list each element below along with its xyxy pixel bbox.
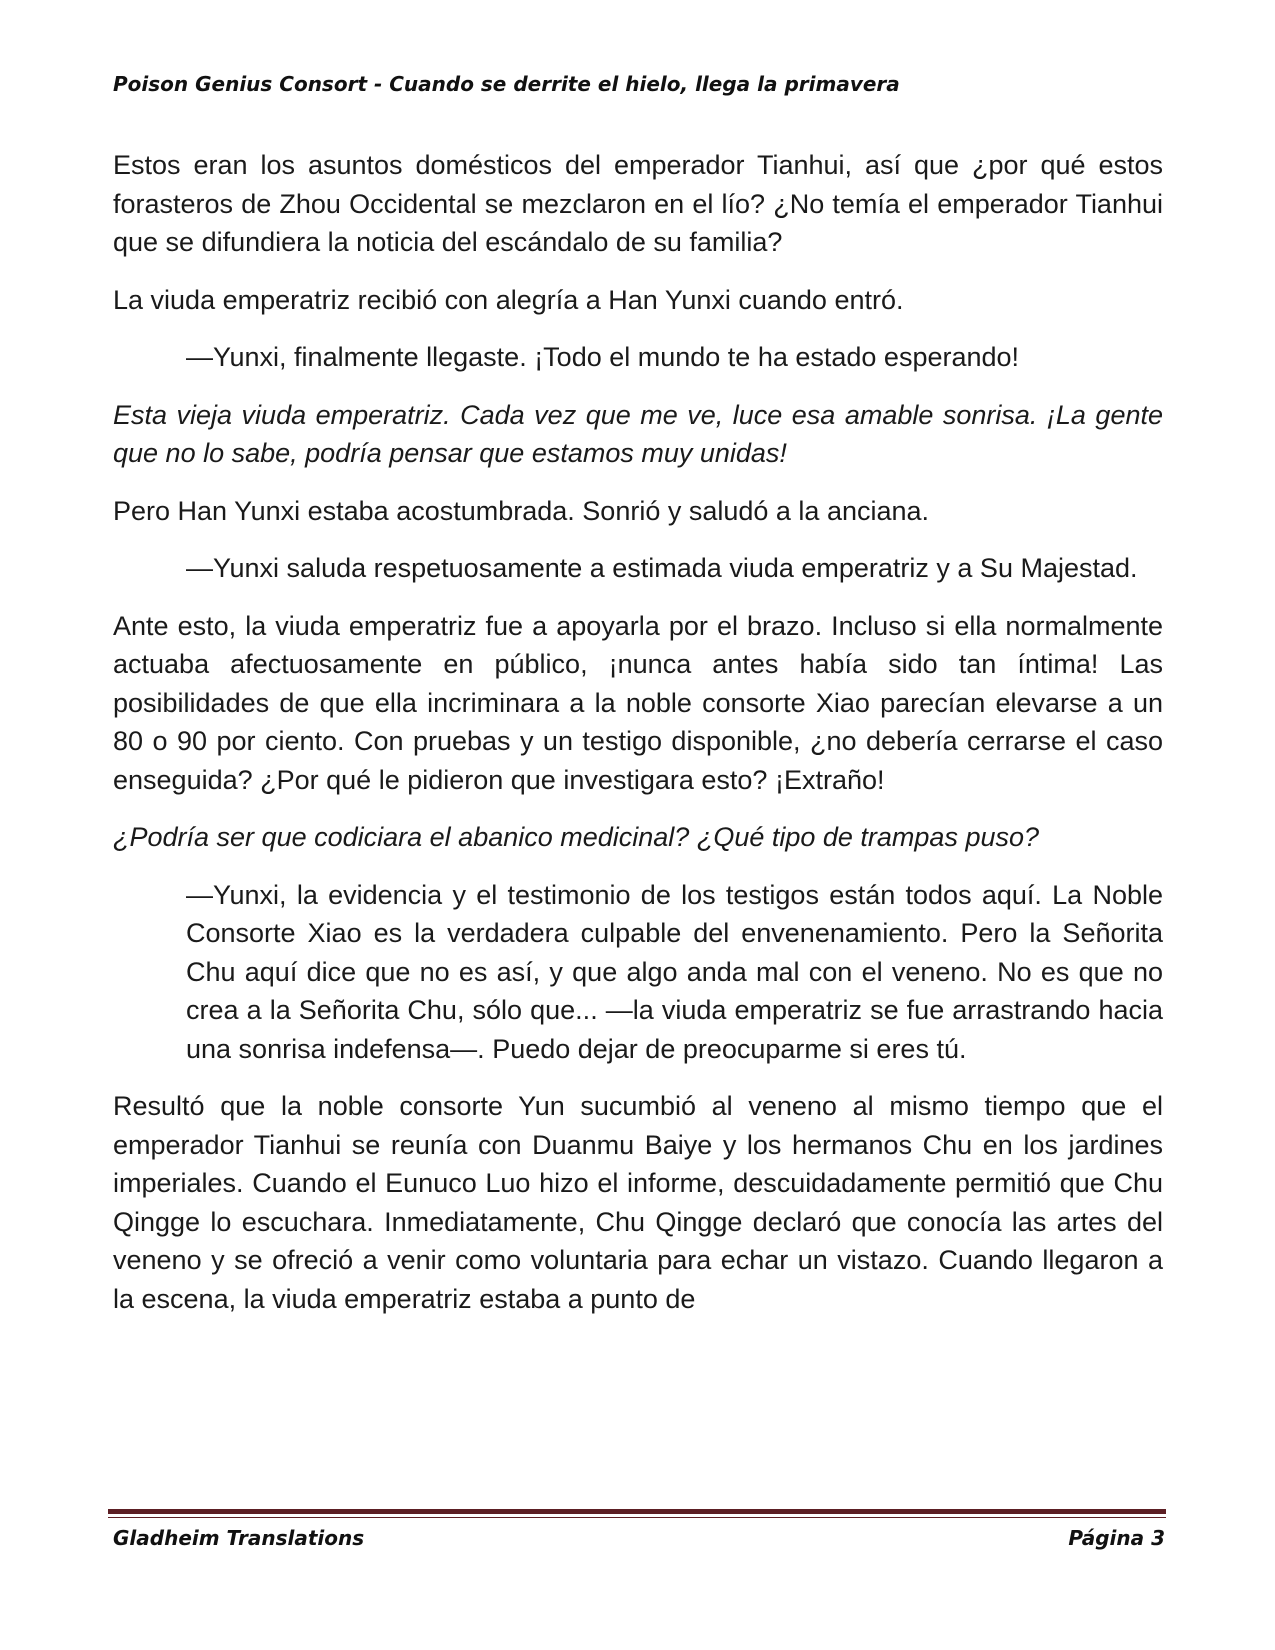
- paragraph: Pero Han Yunxi estaba acostumbrada. Sonrió y saludó a la anciana.: [113, 495, 930, 526]
- dialogue-paragraph: —Yunxi, la evidencia y el testimonio de los testigos están todos aquí. La Noble Consorte Xiao es la verdadera culpable del envenenamiento. Pero la Señorita Chu aquí dice que no es así, y que algo anda mal con el veneno. No es que no crea a la Señorita Chu, sólo que... —la viuda emperatriz se fue arrastrando hacia una sonrisa indefensa—. Puedo dejar de preocuparme si eres tú.: [186, 879, 1163, 1064]
- dialogue-paragraph: —Yunxi, finalmente llegaste. ¡Todo el mundo te ha estado esperando!: [186, 342, 1020, 372]
- running-header: Poison Genius Consort - Cuando se derrite el hielo, llega la primavera: [113, 72, 900, 96]
- paragraph: Estos eran los asuntos domésticos del emperador Tianhui, así que ¿por qué estos forasteros de Zhou Occidental se mezclaron en el lío? ¿No temía el emperador Tianhui que se difundiera la noticia del escándalo de su familia?: [113, 150, 1163, 257]
- footer-divider-thin: [108, 1517, 1166, 1518]
- body-text: [113, 146, 1163, 1337]
- thought-paragraph: ¿Podría ser que codiciara el abanico medicinal? ¿Qué tipo de trampas puso?: [113, 822, 1040, 852]
- footer-page-number: Página 3: [1068, 1526, 1165, 1550]
- footer-divider: [108, 1509, 1166, 1514]
- paragraph: Resultó que la noble consorte Yun sucumbió al veneno al mismo tiempo que el emperador Tianhui se reunía con Duanmu Baiye y los hermanos Chu en los jardines imperiales. Cuando el Eunuco Luo hizo el informe, descuidadamente permitió que Chu Qingge lo escuchara. Inmediatamente, Chu Qingge declaró que conocía las artes del veneno y se ofreció a venir como voluntaria para echar un vistazo. Cuando llegaron a la escena, la viuda emperatriz estaba a punto de: [113, 1091, 1163, 1314]
- footer-publisher: Gladheim Translations: [113, 1526, 365, 1550]
- dialogue-paragraph: —Yunxi saluda respetuosamente a estimada viuda emperatriz y a Su Majestad.: [186, 553, 1138, 583]
- paragraph: Ante esto, la viuda emperatriz fue a apoyarla por el brazo. Incluso si ella normalmente actuaba afectuosamente en público, ¡nunca antes había sido tan íntima! Las posibilidades de que ella incriminara a la noble consorte Xiao parecían elevarse a un 80 o 90 por ciento. Con pruebas y un testigo disponible, ¿no debería cerrarse el caso enseguida? ¿Por qué le pidieron que investigara esto? ¡Extraño!: [113, 610, 1163, 795]
- thought-paragraph: Esta vieja viuda emperatriz. Cada vez que me ve, luce esa amable sonrisa. ¡La gente que no lo sabe, podría pensar que estamos muy unidas!: [113, 399, 1163, 468]
- paragraph: La viuda emperatriz recibió con alegría a Han Yunxi cuando entró.: [113, 284, 904, 315]
